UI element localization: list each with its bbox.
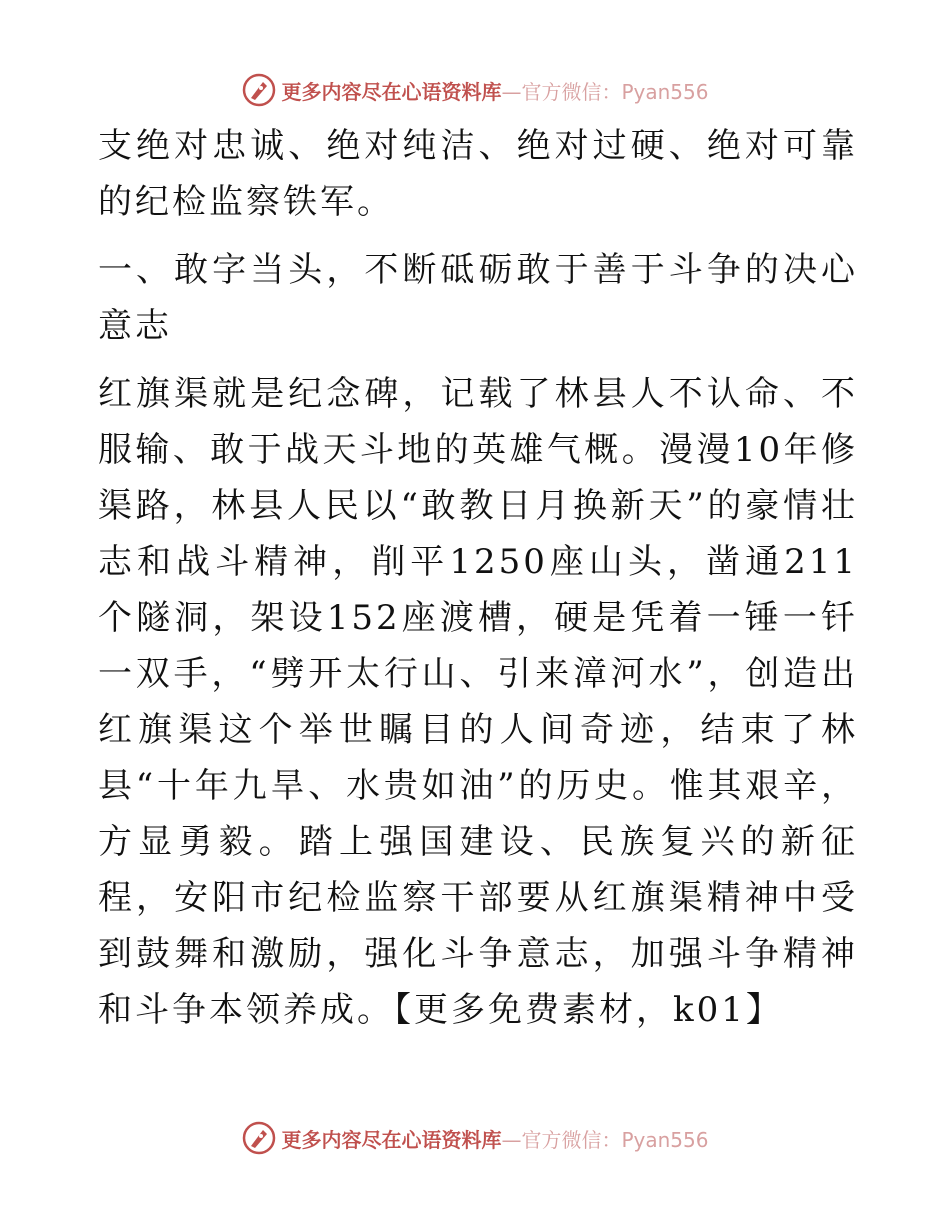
paragraph-2: 红旗渠就是纪念碑，记载了林县人不认命、不服输、敢于战天斗地的英雄气概。漫漫10年修渠路，林县人民以“敢教日月换新天”的豪情壮志和战斗精神，削平1250座山头，凿通211个隧洞，架设152座渡槽，硬是凭着一锤一钎一双手，“劈开太行山、引来漳河水”，创造出红旗渠这个举世瞩目的人间奇迹，结束了林县“十年九旱、水贵如油”的历史。惟其艰辛，方显勇毅。踏上强国建设、民族复兴的新征程，安阳市纪检监察干部要从红旗渠精神中受到鼓舞和激励，强化斗争意志，加强斗争精神和斗争本领养成。【更多免费素材，k01】 [98,374,858,1030]
header-brand-text: 更多内容尽在心语资料库 [281,79,502,104]
paragraph-1: 支绝对忠诚、绝对纯洁、绝对过硬、绝对可靠的纪检监察铁军。 [98,126,858,222]
footer-brand-text: 更多内容尽在心语资料库 [281,1127,502,1152]
header-wechat-text: —官方微信：Pyan556 [501,79,709,104]
header-watermark [0,70,950,110]
footer-watermark [0,1118,950,1158]
pen-nib-logo-icon [241,1120,277,1156]
section-heading: 一、敢字当头，不断砥砺敢于善于斗争的决心意志 [98,250,858,346]
document-body [98,118,858,1050]
footer-wechat-text: —官方微信：Pyan556 [501,1127,709,1152]
pen-nib-logo-icon [241,72,277,108]
